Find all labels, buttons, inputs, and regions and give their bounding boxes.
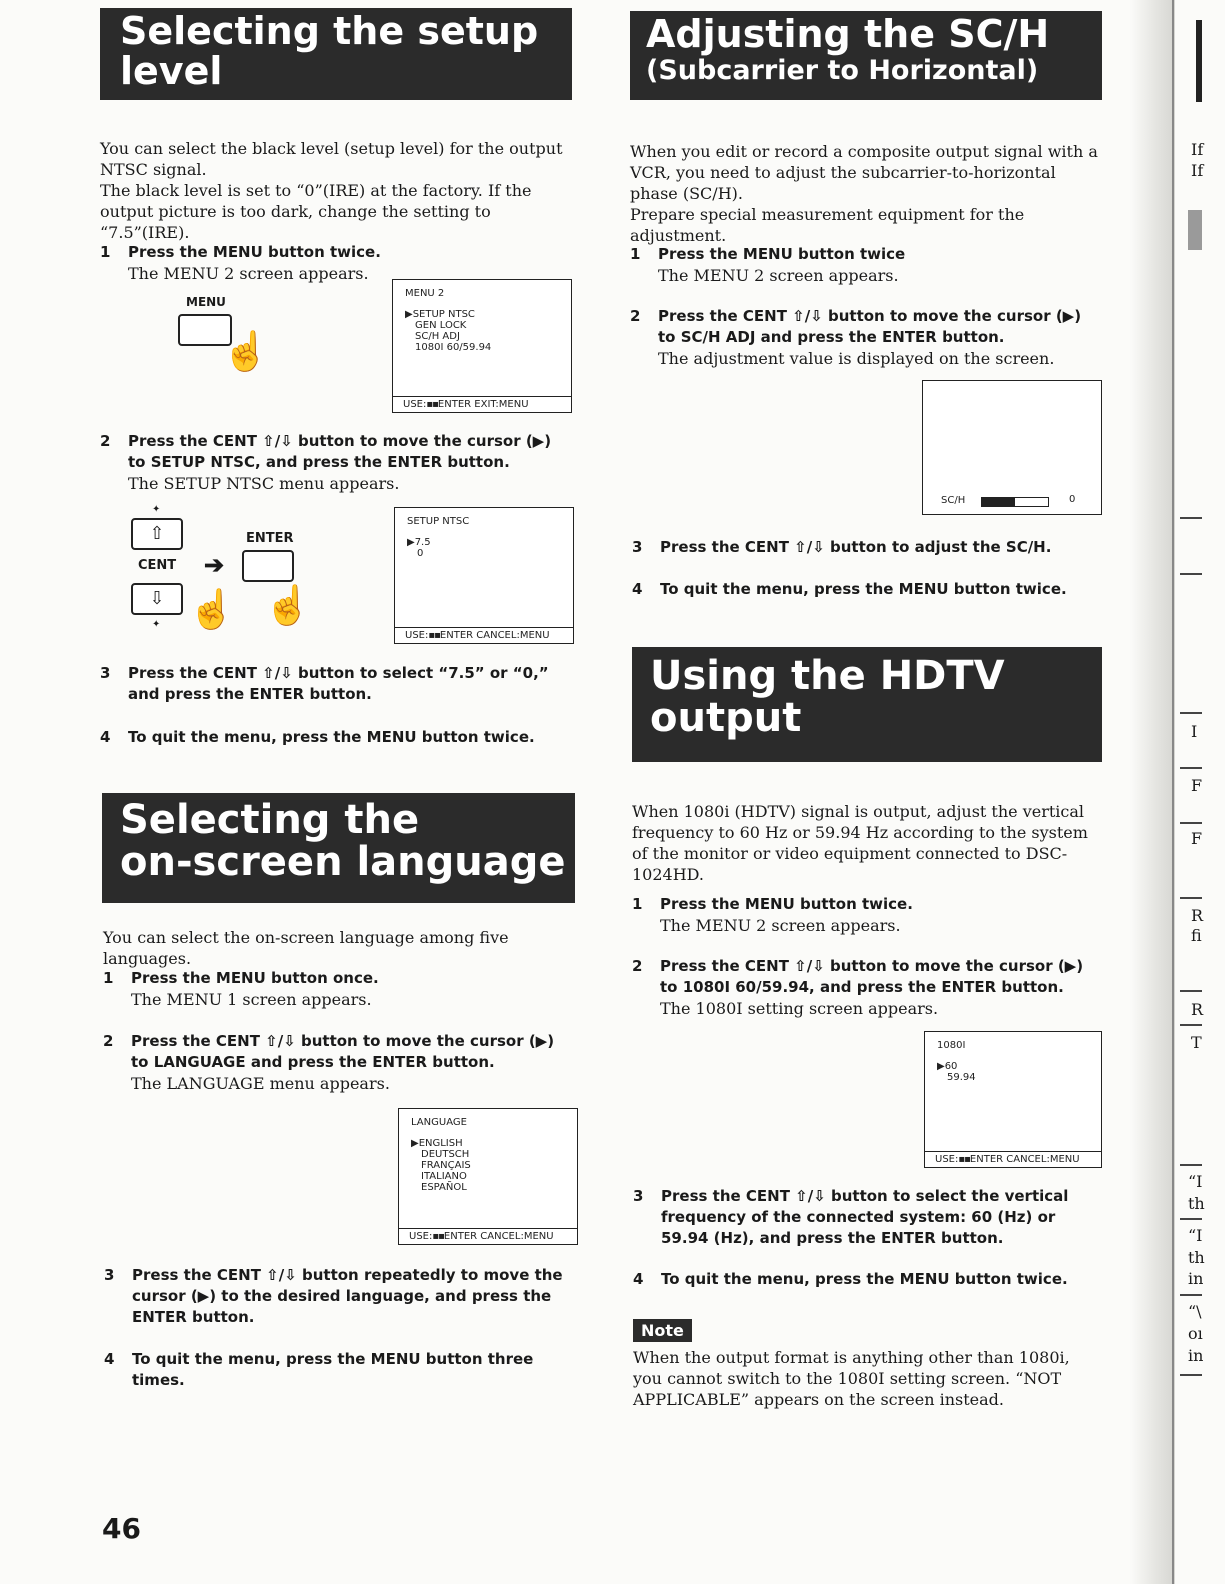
- margin-rule: [1180, 822, 1202, 824]
- step-number: 2: [630, 307, 641, 325]
- setup-heading-line1: Selecting the setup: [120, 9, 539, 53]
- menu-item-1080i: 1080I 60/59.94: [415, 342, 492, 353]
- step-number: 1: [630, 245, 641, 263]
- step-instruction: To quit the menu, press the MENU button twice.: [660, 580, 1067, 598]
- margin-fragment: F: [1191, 776, 1203, 795]
- sch-level-bar: [981, 497, 1049, 507]
- margin-rule: [1180, 712, 1202, 714]
- 1080i-screen: [924, 1031, 1102, 1168]
- language-heading-line1: Selecting the: [120, 797, 420, 843]
- sch-intro-p2: Prepare special measurement equipment for the adjustment.: [630, 205, 1025, 245]
- margin-fragment: “I: [1188, 1226, 1203, 1245]
- screen-title: MENU 2: [405, 288, 445, 299]
- pointing-hand-icon: ☝: [222, 329, 270, 373]
- margin-fragment: R: [1191, 1000, 1204, 1019]
- pointing-hand-icon: ☝: [264, 583, 312, 627]
- sch-value: 0: [1069, 494, 1076, 505]
- step-instruction: Press the MENU button once.: [131, 969, 379, 987]
- pointing-hand-icon: ☝: [188, 587, 236, 631]
- dot-icon: ✦: [152, 504, 161, 515]
- step-number: 4: [104, 1350, 115, 1368]
- sch-intro: [630, 141, 1100, 246]
- margin-rule: [1180, 1024, 1202, 1026]
- setup-ntsc-screen: [394, 507, 574, 644]
- step-result: The MENU 2 screen appears.: [658, 266, 899, 285]
- screen-footer: USE:▪▪ENTER CANCEL:MENU: [925, 1151, 1101, 1165]
- margin-fragment: th: [1188, 1194, 1205, 1213]
- step-number: 3: [100, 664, 111, 682]
- margin-rule: [1180, 990, 1202, 992]
- menu-button-label: MENU: [186, 295, 226, 309]
- step-result: The MENU 1 screen appears.: [131, 990, 372, 1009]
- menu-item-setup-ntsc: ▶SETUP NTSC: [405, 309, 475, 320]
- menu2-screen: [392, 279, 572, 413]
- step-number: 3: [104, 1266, 115, 1284]
- step-result: The 1080I setting screen appears.: [660, 999, 939, 1018]
- cent-label: CENT: [138, 558, 177, 573]
- gutter-edge-line: [1172, 0, 1174, 1584]
- hdtv-heading-line1: Using the HDTV: [650, 653, 1005, 699]
- note-badge: Note: [633, 1319, 692, 1342]
- step-instruction: Press the CENT ⇧/⇩ button to move the cursor (▶) to LANGUAGE and press the ENTER button.: [131, 1032, 555, 1071]
- margin-fragment: in: [1188, 1346, 1204, 1365]
- language-option-francais: FRANÇAIS: [421, 1160, 471, 1171]
- step-instruction: Press the CENT ⇧/⇩ button to select “7.5” or “0,” and press the ENTER button.: [128, 664, 549, 703]
- margin-fragment: If: [1191, 140, 1204, 159]
- step-number: 2: [100, 432, 111, 450]
- hdtv-heading: [632, 647, 1102, 762]
- sch-heading: [630, 11, 1102, 100]
- step-instruction: Press the CENT ⇧/⇩ button repeatedly to move the cursor (▶) to the desired language, and press the ENTER button.: [132, 1266, 563, 1326]
- margin-fragment: I: [1191, 722, 1198, 741]
- hdtv-heading-line2: output: [650, 695, 802, 741]
- setup-heading-line2: level: [120, 48, 223, 93]
- margin-fragment: R: [1191, 906, 1204, 925]
- enter-button-icon: [242, 550, 294, 582]
- step-number: 4: [633, 1270, 644, 1288]
- setup-intro: [100, 138, 575, 243]
- sch-heading-line2: (Subcarrier to Horizontal): [646, 54, 1039, 86]
- language-screen: [398, 1108, 578, 1245]
- sch-label: SC/H: [941, 495, 966, 506]
- margin-fragment: th: [1188, 1248, 1205, 1267]
- screen-footer: USE:▪▪ENTER EXIT:MENU: [393, 396, 571, 410]
- sch-level-bar-fill: [982, 498, 1015, 506]
- step-number: 1: [100, 243, 111, 261]
- language-intro: You can select the on-screen language among five languages.: [103, 928, 509, 968]
- sch-heading-line1: Adjusting the SC/H: [646, 12, 1050, 56]
- setup-intro-p2: The black level is set to “0”(IRE) at the factory. If the output picture is too dark, change the setting to “7.5”(IRE).: [100, 181, 532, 242]
- step-number: 3: [633, 1187, 644, 1205]
- setup-intro-p1: You can select the black level (setup level) for the output NTSC signal.: [100, 139, 563, 179]
- step-result: The MENU 2 screen appears.: [660, 916, 901, 935]
- step-result: The adjustment value is displayed on the screen.: [658, 349, 1055, 368]
- margin-rule: [1180, 1164, 1202, 1166]
- step-number: 1: [632, 895, 643, 913]
- screen-title: 1080I: [937, 1040, 966, 1051]
- sch-screen: [922, 380, 1102, 515]
- option-0: 0: [417, 548, 424, 559]
- margin-fragment: in: [1188, 1269, 1204, 1288]
- menu-item-gen-lock: GEN LOCK: [415, 320, 467, 331]
- language-option-espanol: ESPAÑOL: [421, 1182, 467, 1193]
- right-edge-box: [1188, 210, 1202, 250]
- step-result: The SETUP NTSC menu appears.: [128, 474, 400, 493]
- step-number: 4: [100, 728, 111, 746]
- note-text: When the output format is anything other than 1080i, you cannot switch to the 1080I setting screen. “NOT APPLICABLE” appears on the screen instead.: [633, 1348, 1070, 1409]
- page-gutter: [1130, 0, 1175, 1584]
- step-instruction: Press the CENT ⇧/⇩ button to adjust the SC/H.: [660, 538, 1052, 556]
- enter-label: ENTER: [246, 531, 294, 546]
- step-instruction: Press the CENT ⇧/⇩ button to select the vertical frequency of the connected system: 60 (Hz) or 59.94 (Hz), and press the ENTER button.: [661, 1187, 1069, 1247]
- margin-fragment: If: [1191, 161, 1204, 180]
- arrow-right-icon: ➔: [204, 550, 225, 579]
- step-result: The LANGUAGE menu appears.: [131, 1074, 390, 1093]
- step-number: 1: [103, 969, 114, 987]
- page-number: 46: [102, 1512, 141, 1545]
- language-option-italiano: ITALIANO: [421, 1171, 467, 1182]
- screen-footer: USE:▪▪ENTER CANCEL:MENU: [395, 627, 573, 641]
- language-heading-line2: on-screen language: [120, 839, 566, 885]
- margin-rule: [1180, 1218, 1202, 1220]
- setup-level-heading: [100, 8, 572, 100]
- step-instruction: Press the CENT ⇧/⇩ button to move the cursor (▶) to SC/H ADJ and press the ENTER button.: [658, 307, 1082, 346]
- margin-fragment: “\: [1188, 1302, 1202, 1321]
- screen-title: LANGUAGE: [411, 1117, 467, 1128]
- dot-icon: ✦: [152, 619, 161, 630]
- option-59-94: 59.94: [947, 1072, 976, 1083]
- margin-fragment: fi: [1191, 926, 1202, 945]
- step-number: 2: [632, 957, 643, 975]
- cent-down-button-icon: ⇩: [131, 583, 183, 615]
- margin-rule: [1180, 517, 1202, 519]
- margin-rule: [1180, 573, 1202, 575]
- step-instruction: Press the CENT ⇧/⇩ button to move the cursor (▶) to SETUP NTSC, and press the ENTER button.: [128, 432, 552, 471]
- cent-up-button-icon: ⇧: [131, 518, 183, 550]
- step-instruction: To quit the menu, press the MENU button twice.: [128, 728, 535, 746]
- margin-fragment: F: [1191, 829, 1203, 848]
- language-heading: [102, 793, 575, 903]
- option-60: ▶60: [937, 1061, 958, 1072]
- margin-fragment: oı: [1188, 1324, 1203, 1343]
- language-option-english: ▶ENGLISH: [411, 1138, 463, 1149]
- margin-fragment: T: [1191, 1033, 1202, 1052]
- step-number: 4: [632, 580, 643, 598]
- step-instruction: Press the MENU button twice.: [128, 243, 381, 261]
- right-edge-bar: [1196, 20, 1202, 102]
- sch-intro-p1: When you edit or record a composite output signal with a VCR, you need to adjust the subcarrier-to-horizontal phase (SC/H).: [630, 142, 1098, 203]
- margin-fragment: “I: [1188, 1172, 1203, 1191]
- step-instruction: Press the MENU button twice: [658, 245, 906, 263]
- step-instruction: Press the MENU button twice.: [660, 895, 913, 913]
- screen-title: SETUP NTSC: [407, 516, 470, 527]
- step-result: The MENU 2 screen appears.: [128, 264, 369, 283]
- hdtv-intro: When 1080i (HDTV) signal is output, adjust the vertical frequency to 60 Hz or 59.94 Hz according to the system of the monitor or video equipment connected to DSC-1024HD.: [632, 802, 1088, 884]
- step-instruction: Press the CENT ⇧/⇩ button to move the cursor (▶) to 1080I 60/59.94, and press the ENTER button.: [660, 957, 1084, 996]
- menu-item-sch-adj: SC/H ADJ: [415, 331, 460, 342]
- step-instruction: To quit the menu, press the MENU button three times.: [132, 1350, 534, 1389]
- option-7-5: ▶7.5: [407, 537, 431, 548]
- margin-rule: [1180, 1374, 1202, 1376]
- margin-rule: [1180, 897, 1202, 899]
- step-number: 3: [632, 538, 643, 556]
- margin-rule: [1180, 767, 1202, 769]
- step-number: 2: [103, 1032, 114, 1050]
- margin-rule: [1180, 1294, 1202, 1296]
- language-option-deutsch: DEUTSCH: [421, 1149, 470, 1160]
- step-instruction: To quit the menu, press the MENU button twice.: [661, 1270, 1068, 1288]
- screen-footer: USE:▪▪ENTER CANCEL:MENU: [399, 1228, 577, 1242]
